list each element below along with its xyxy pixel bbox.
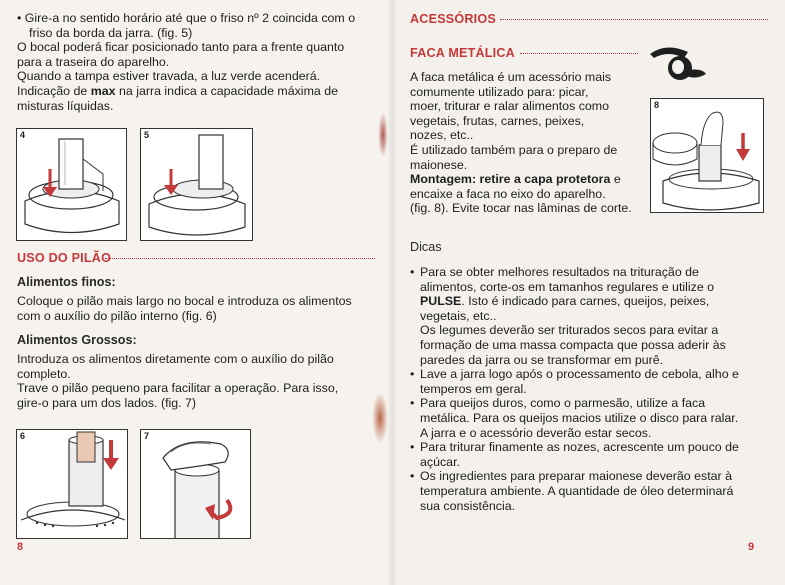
intro-line: friso da borda da jarra. (fig. 5) <box>29 25 193 40</box>
pusher-illustration <box>17 430 127 538</box>
subsection-title-grossos: Alimentos Grossos: <box>17 333 137 347</box>
intro-line: Quando a tampa estiver travada, a luz verde acenderá. <box>17 69 321 84</box>
grossos-line: Introduza os alimentos diretamente com o auxílio do pilão <box>17 352 334 366</box>
grossos-line: Trave o pilão pequeno para facilitar a operação. Para isso, <box>17 381 339 396</box>
faca-line: vegetais, frutas, carnes, peixes, <box>410 113 585 128</box>
dica-line: vegetais, etc.. <box>420 308 497 323</box>
dica-item <box>408 265 758 367</box>
grossos-paragraph <box>17 352 377 410</box>
faca-line: É utilizado também para o preparo de <box>410 142 618 157</box>
dica-line: • Para se obter melhores resultados na trituração de <box>420 265 699 279</box>
pulse-keyword: PULSE <box>420 294 462 309</box>
dica-line: • Para triturar finamente as nozes, acrescente um pouco de <box>420 440 739 455</box>
intro-line: para a traseira do aparelho. <box>17 54 170 69</box>
subsection-title-finos: Alimentos finos: <box>17 275 116 289</box>
figure-5 <box>140 128 253 241</box>
montagem-line: encaixe a faca no eixo do aparelho. <box>410 186 606 201</box>
dica-line: alimentos, corte-os em tamanhos regulares e utilize o <box>420 279 715 294</box>
dica-line: • Os ingredientes para preparar maionese deverão estar à <box>420 469 733 484</box>
montagem-line <box>410 172 640 187</box>
dica-line: açúcar. <box>420 454 460 469</box>
dica-line <box>420 294 758 309</box>
grossos-line: completo. <box>17 366 71 381</box>
montagem-keyword: Montagem: retire a capa protetora <box>410 172 611 187</box>
pusher-twist-illustration <box>141 430 250 538</box>
page-number-right: 9 <box>748 541 755 553</box>
intro-paragraph <box>17 11 377 113</box>
max-keyword: max <box>90 83 116 98</box>
figure-number: 5 <box>144 130 150 140</box>
dica-text: . Isto é indicado para carnes, queijos, peixes, <box>461 294 710 309</box>
grossos-line: gire-o para um dos lados. (fig. 7) <box>17 395 197 410</box>
processor-lid-illustration <box>141 129 252 240</box>
dica-line: • Para queijos duros, como o parmesão, utilize a faca <box>420 396 706 411</box>
blade-icon <box>648 40 708 84</box>
dica-line: temperatura ambiente. A quantidade de óleo determinará <box>420 483 734 498</box>
finos-paragraph <box>17 294 377 323</box>
dica-item <box>408 440 758 469</box>
figure-number: 8 <box>654 100 660 110</box>
dicas-title: Dicas <box>410 240 442 254</box>
faca-line: moer, triturar e ralar alimentos como <box>410 99 610 114</box>
title-divider <box>500 19 768 21</box>
processor-lid-illustration <box>17 129 126 240</box>
title-divider <box>520 53 638 55</box>
section-title-acessorios: ACESSÓRIOS <box>410 12 496 26</box>
montagem-line: (fig. 8). Evite tocar nas lâminas de corte. <box>410 201 632 216</box>
figure-7 <box>140 429 251 539</box>
finos-line: Coloque o pilão mais largo no bocal e introduza os alimentos <box>17 294 352 308</box>
intro-line: O bocal poderá ficar posicionado tanto para a frente quanto <box>17 40 345 55</box>
dica-line: A jarra e o acessório deverão estar secos. <box>420 425 652 440</box>
finos-line: com o auxílio do pilão interno (fig. 6) <box>17 308 217 323</box>
dica-line: temperos em geral. <box>420 381 527 396</box>
section-title-faca-metalica: FACA METÁLICA <box>410 46 515 60</box>
figure-number: 6 <box>20 431 26 441</box>
figure-8 <box>650 98 764 213</box>
dica-item <box>408 396 758 440</box>
dica-line: sua consistência. <box>420 498 516 513</box>
faca-line: A faca metálica é um acessório mais <box>410 70 612 84</box>
faca-paragraph <box>410 70 640 216</box>
montagem-text: e <box>610 172 621 187</box>
max-text: na jarra indica a capacidade máxima de <box>115 83 339 98</box>
figure-4 <box>16 128 127 241</box>
dicas-list <box>408 265 758 513</box>
dica-item <box>408 367 758 396</box>
stain-mark <box>378 112 388 158</box>
dica-line: Os legumes deverão ser triturados secos para evitar a <box>420 323 719 338</box>
dica-line: • Lave a jarra logo após o processamento de cebola, alho e <box>420 367 739 382</box>
section-title-uso-do-pilao: USO DO PILÃO <box>17 251 112 265</box>
intro-line: • Gire-a no sentido horário até que o friso nº 2 coincida com o <box>17 11 356 25</box>
max-line <box>17 84 377 99</box>
dica-line: metálica. Para os queijos macios utilize o disco para ralar. <box>420 410 739 425</box>
figure-number: 4 <box>20 130 26 140</box>
dica-item <box>408 469 758 513</box>
figure-6 <box>16 429 128 539</box>
dica-line: formação de uma massa compacta que possa aderir às <box>420 337 726 352</box>
faca-line: maionese. <box>410 157 468 172</box>
blade-install-illustration <box>651 99 763 212</box>
max-line-end: misturas líquidas. <box>17 98 114 113</box>
max-text: Indicação de <box>17 83 91 98</box>
dica-line: paredes da jarra ou se transformar em purê. <box>420 352 664 367</box>
faca-line: nozes, etc.. <box>410 128 474 143</box>
page-number-left: 8 <box>17 541 24 553</box>
figure-number: 7 <box>144 431 150 441</box>
page-gutter <box>388 0 396 585</box>
faca-line: comumente utilizado para: picar, <box>410 84 589 99</box>
title-divider <box>105 258 375 260</box>
